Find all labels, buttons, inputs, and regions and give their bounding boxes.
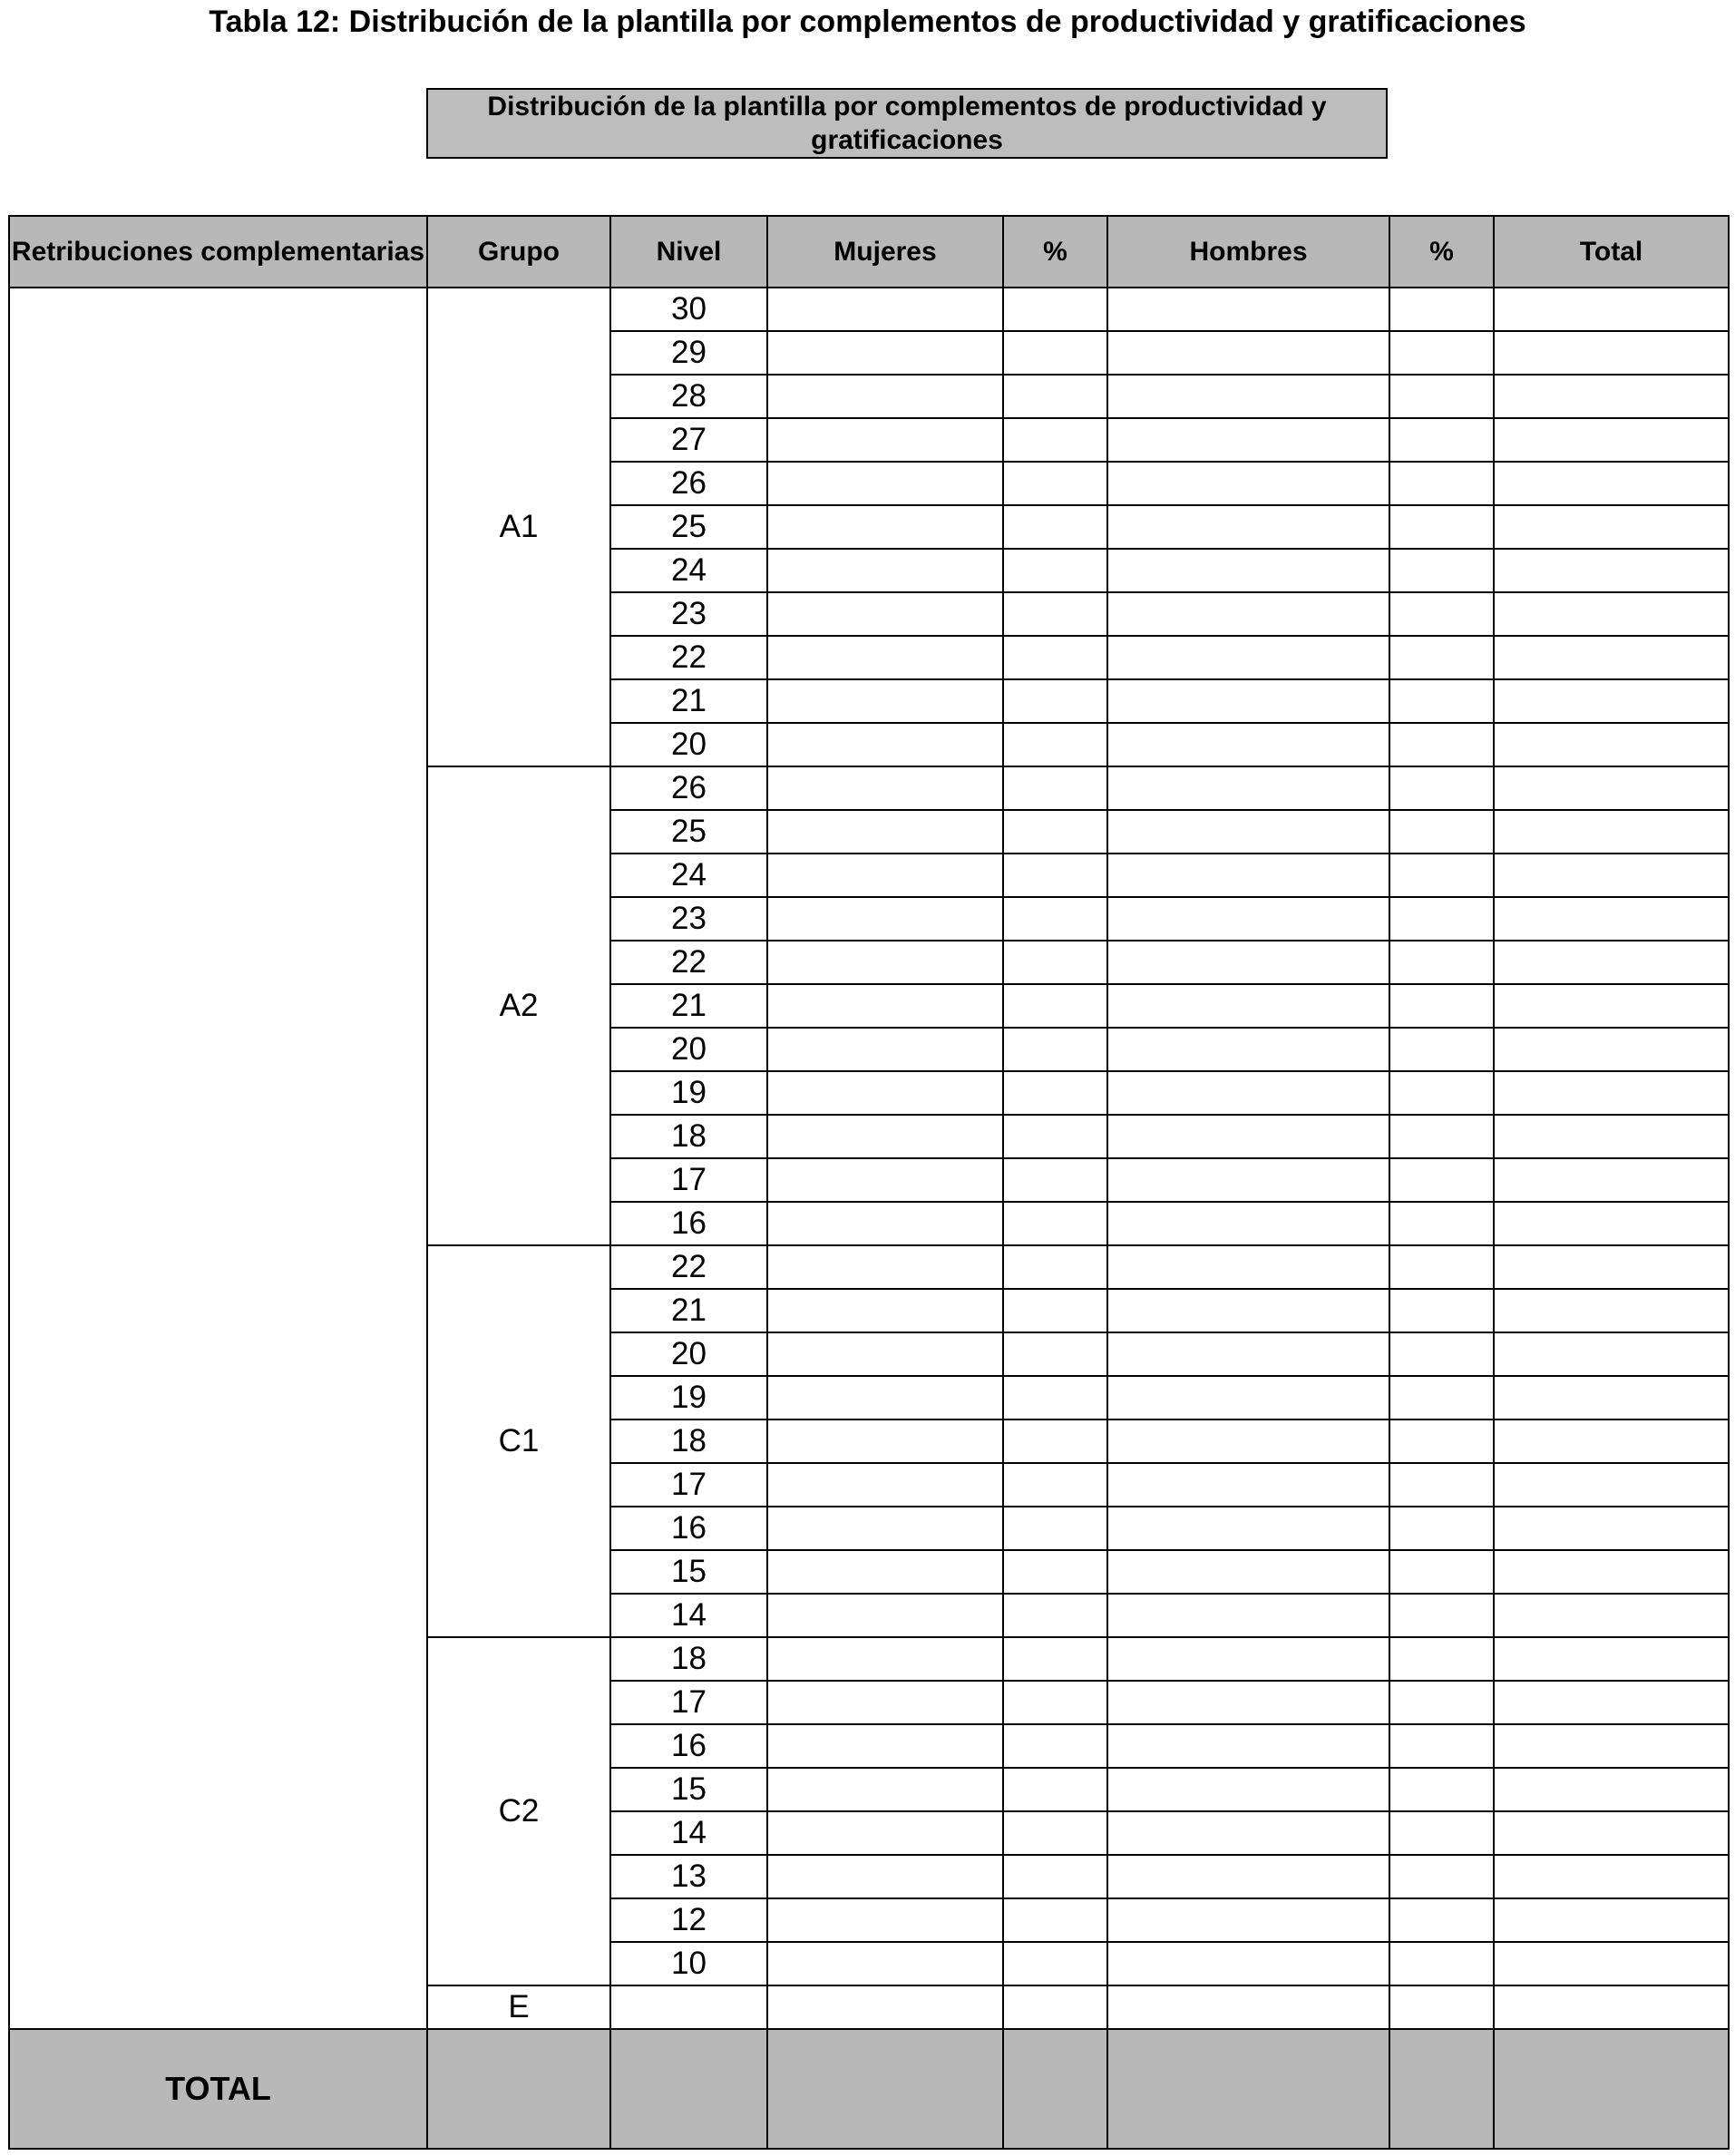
- header-hombres: Hombres: [1107, 216, 1389, 288]
- hombres-cell: [1107, 1071, 1389, 1115]
- hombres-cell: [1107, 1811, 1389, 1855]
- mujeres-percent-cell: [1003, 766, 1107, 810]
- mujeres-cell: [767, 375, 1003, 418]
- hombres-cell: [1107, 1724, 1389, 1768]
- total-cell: [1494, 1855, 1729, 1898]
- nivel-cell: 25: [610, 810, 767, 854]
- hombres-percent-cell: [1389, 636, 1494, 679]
- mujeres-percent-cell: [1003, 1289, 1107, 1332]
- mujeres-cell: [767, 984, 1003, 1028]
- mujeres-cell: [767, 636, 1003, 679]
- total-cell: [1494, 1637, 1729, 1681]
- header-row: [9, 216, 1729, 288]
- header-retribuciones: Retribuciones complementarias: [9, 216, 427, 288]
- hombres-cell: [1107, 592, 1389, 636]
- nivel-cell: 29: [610, 331, 767, 375]
- total-label: TOTAL: [9, 2029, 427, 2149]
- nivel-cell: 17: [610, 1681, 767, 1724]
- nivel-cell: 21: [610, 984, 767, 1028]
- total-cell: [1494, 1332, 1729, 1376]
- hombres-percent-cell: [1389, 1768, 1494, 1811]
- header-hombres-percent: %: [1389, 216, 1494, 288]
- total-cell: [1494, 1724, 1729, 1768]
- mujeres-percent-cell: [1003, 505, 1107, 549]
- mujeres-cell: [767, 1115, 1003, 1158]
- total-cell: [767, 2029, 1003, 2149]
- mujeres-cell: [767, 1158, 1003, 1202]
- nivel-cell: 17: [610, 1158, 767, 1202]
- nivel-cell: 22: [610, 636, 767, 679]
- total-cell: [1107, 2029, 1389, 2149]
- total-cell: [610, 2029, 767, 2149]
- mujeres-cell: [767, 1811, 1003, 1855]
- mujeres-percent-cell: [1003, 1898, 1107, 1942]
- nivel-cell: 15: [610, 1768, 767, 1811]
- total-cell: [1494, 1028, 1729, 1071]
- hombres-percent-cell: [1389, 1985, 1494, 2029]
- mujeres-percent-cell: [1003, 854, 1107, 897]
- total-cell: [1494, 505, 1729, 549]
- hombres-cell: [1107, 1550, 1389, 1594]
- nivel-cell: 20: [610, 723, 767, 766]
- hombres-percent-cell: [1389, 984, 1494, 1028]
- mujeres-percent-cell: [1003, 1245, 1107, 1289]
- hombres-cell: [1107, 418, 1389, 462]
- hombres-cell: [1107, 1419, 1389, 1463]
- total-cell: [1494, 1768, 1729, 1811]
- hombres-percent-cell: [1389, 1942, 1494, 1985]
- mujeres-percent-cell: [1003, 331, 1107, 375]
- total-cell: [1494, 1202, 1729, 1245]
- hombres-cell: [1107, 1942, 1389, 1985]
- total-cell: [1494, 2029, 1729, 2149]
- mujeres-cell: [767, 1419, 1003, 1463]
- mujeres-percent-cell: [1003, 1811, 1107, 1855]
- grupo-cell: A2: [427, 766, 610, 1245]
- hombres-cell: [1107, 1507, 1389, 1550]
- mujeres-percent-cell: [1003, 288, 1107, 331]
- mujeres-percent-cell: [1003, 1463, 1107, 1507]
- hombres-percent-cell: [1389, 1376, 1494, 1419]
- hombres-cell: [1107, 1637, 1389, 1681]
- hombres-percent-cell: [1389, 1811, 1494, 1855]
- total-cell: [427, 2029, 610, 2149]
- mujeres-cell: [767, 1028, 1003, 1071]
- mujeres-cell: [767, 592, 1003, 636]
- nivel-cell: 26: [610, 462, 767, 505]
- hombres-cell: [1107, 1376, 1389, 1419]
- hombres-percent-cell: [1389, 1245, 1494, 1289]
- header-total: Total: [1494, 216, 1729, 288]
- hombres-cell: [1107, 941, 1389, 984]
- hombres-percent-cell: [1389, 505, 1494, 549]
- nivel-cell: 12: [610, 1898, 767, 1942]
- mujeres-percent-cell: [1003, 941, 1107, 984]
- hombres-percent-cell: [1389, 1332, 1494, 1376]
- grupo-cell: C1: [427, 1245, 610, 1637]
- mujeres-cell: [767, 1724, 1003, 1768]
- hombres-cell: [1107, 375, 1389, 418]
- mujeres-percent-cell: [1003, 375, 1107, 418]
- hombres-cell: [1107, 1594, 1389, 1637]
- hombres-percent-cell: [1389, 331, 1494, 375]
- mujeres-cell: [767, 1289, 1003, 1332]
- retribuciones-cell: [9, 288, 427, 2029]
- total-cell: [1494, 462, 1729, 505]
- mujeres-percent-cell: [1003, 1419, 1107, 1463]
- total-cell: [1494, 1463, 1729, 1507]
- distribution-table: [8, 215, 1730, 2150]
- nivel-cell: 13: [610, 1855, 767, 1898]
- hombres-percent-cell: [1389, 549, 1494, 592]
- mujeres-cell: [767, 331, 1003, 375]
- mujeres-cell: [767, 679, 1003, 723]
- total-cell: [1494, 549, 1729, 592]
- nivel-cell: 18: [610, 1419, 767, 1463]
- mujeres-cell: [767, 897, 1003, 941]
- mujeres-cell: [767, 1550, 1003, 1594]
- hombres-cell: [1107, 1681, 1389, 1724]
- hombres-cell: [1107, 1245, 1389, 1289]
- total-cell: [1494, 1289, 1729, 1332]
- total-cell: [1003, 2029, 1107, 2149]
- mujeres-percent-cell: [1003, 592, 1107, 636]
- mujeres-percent-cell: [1003, 1115, 1107, 1158]
- mujeres-cell: [767, 1071, 1003, 1115]
- total-cell: [1494, 1071, 1729, 1115]
- mujeres-percent-cell: [1003, 418, 1107, 462]
- hombres-cell: [1107, 897, 1389, 941]
- header-nivel: Nivel: [610, 216, 767, 288]
- mujeres-cell: [767, 941, 1003, 984]
- nivel-cell: [610, 1985, 767, 2029]
- table-row: [9, 288, 1729, 331]
- total-cell: [1494, 1898, 1729, 1942]
- mujeres-percent-cell: [1003, 984, 1107, 1028]
- mujeres-percent-cell: [1003, 1507, 1107, 1550]
- hombres-percent-cell: [1389, 897, 1494, 941]
- total-cell: [1494, 766, 1729, 810]
- nivel-cell: 25: [610, 505, 767, 549]
- total-cell: [1494, 723, 1729, 766]
- mujeres-cell: [767, 1985, 1003, 2029]
- hombres-percent-cell: [1389, 1724, 1494, 1768]
- mujeres-cell: [767, 810, 1003, 854]
- hombres-percent-cell: [1389, 1898, 1494, 1942]
- mujeres-cell: [767, 1332, 1003, 1376]
- nivel-cell: 18: [610, 1115, 767, 1158]
- mujeres-percent-cell: [1003, 1768, 1107, 1811]
- total-cell: [1494, 418, 1729, 462]
- nivel-cell: 16: [610, 1724, 767, 1768]
- nivel-cell: 20: [610, 1332, 767, 1376]
- hombres-percent-cell: [1389, 1419, 1494, 1463]
- total-row: [9, 2029, 1729, 2149]
- nivel-cell: 27: [610, 418, 767, 462]
- nivel-cell: 19: [610, 1376, 767, 1419]
- mujeres-percent-cell: [1003, 636, 1107, 679]
- total-cell: [1494, 636, 1729, 679]
- total-cell: [1494, 331, 1729, 375]
- mujeres-cell: [767, 1637, 1003, 1681]
- hombres-cell: [1107, 1898, 1389, 1942]
- hombres-percent-cell: [1389, 679, 1494, 723]
- mujeres-percent-cell: [1003, 1028, 1107, 1071]
- hombres-cell: [1107, 505, 1389, 549]
- mujeres-cell: [767, 723, 1003, 766]
- total-cell: [1494, 288, 1729, 331]
- nivel-cell: 23: [610, 592, 767, 636]
- hombres-cell: [1107, 679, 1389, 723]
- hombres-cell: [1107, 1985, 1389, 2029]
- hombres-cell: [1107, 766, 1389, 810]
- hombres-cell: [1107, 1332, 1389, 1376]
- total-cell: [1494, 854, 1729, 897]
- total-cell: [1494, 1158, 1729, 1202]
- mujeres-percent-cell: [1003, 1724, 1107, 1768]
- nivel-cell: 30: [610, 288, 767, 331]
- total-cell: [1494, 810, 1729, 854]
- total-cell: [1494, 1419, 1729, 1463]
- nivel-cell: 26: [610, 766, 767, 810]
- mujeres-cell: [767, 1898, 1003, 1942]
- total-cell: [1389, 2029, 1494, 2149]
- page-title: Tabla 12: Distribución de la plantilla por complementos de productividad y gratificaciones: [209, 5, 1526, 39]
- hombres-percent-cell: [1389, 418, 1494, 462]
- hombres-cell: [1107, 1463, 1389, 1507]
- mujeres-cell: [767, 505, 1003, 549]
- mujeres-percent-cell: [1003, 462, 1107, 505]
- mujeres-percent-cell: [1003, 897, 1107, 941]
- grupo-cell: A1: [427, 288, 610, 766]
- total-cell: [1494, 1681, 1729, 1724]
- hombres-cell: [1107, 810, 1389, 854]
- grupo-cell: E: [427, 1985, 610, 2029]
- mujeres-cell: [767, 1202, 1003, 1245]
- header-grupo: Grupo: [427, 216, 610, 288]
- mujeres-cell: [767, 549, 1003, 592]
- mujeres-cell: [767, 1594, 1003, 1637]
- mujeres-percent-cell: [1003, 1637, 1107, 1681]
- total-cell: [1494, 941, 1729, 984]
- table-body: [9, 288, 1729, 2029]
- mujeres-percent-cell: [1003, 1594, 1107, 1637]
- mujeres-cell: [767, 1463, 1003, 1507]
- total-cell: [1494, 375, 1729, 418]
- header-mujeres-percent: %: [1003, 216, 1107, 288]
- nivel-cell: 21: [610, 679, 767, 723]
- mujeres-cell: [767, 418, 1003, 462]
- hombres-percent-cell: [1389, 1289, 1494, 1332]
- hombres-cell: [1107, 1158, 1389, 1202]
- hombres-cell: [1107, 288, 1389, 331]
- mujeres-percent-cell: [1003, 1855, 1107, 1898]
- hombres-percent-cell: [1389, 462, 1494, 505]
- hombres-percent-cell: [1389, 375, 1494, 418]
- hombres-cell: [1107, 636, 1389, 679]
- mujeres-percent-cell: [1003, 679, 1107, 723]
- hombres-percent-cell: [1389, 1158, 1494, 1202]
- hombres-cell: [1107, 1768, 1389, 1811]
- hombres-percent-cell: [1389, 1071, 1494, 1115]
- hombres-cell: [1107, 331, 1389, 375]
- nivel-cell: 14: [610, 1811, 767, 1855]
- mujeres-cell: [767, 1376, 1003, 1419]
- mujeres-percent-cell: [1003, 1942, 1107, 1985]
- hombres-percent-cell: [1389, 1681, 1494, 1724]
- hombres-percent-cell: [1389, 1507, 1494, 1550]
- hombres-percent-cell: [1389, 1202, 1494, 1245]
- mujeres-cell: [767, 1507, 1003, 1550]
- hombres-cell: [1107, 1289, 1389, 1332]
- grupo-cell: C2: [427, 1637, 610, 1985]
- hombres-cell: [1107, 1202, 1389, 1245]
- total-cell: [1494, 1942, 1729, 1985]
- mujeres-cell: [767, 288, 1003, 331]
- table-caption: Distribución de la plantilla por complementos de productividad y gratificaciones: [426, 88, 1388, 159]
- hombres-cell: [1107, 1115, 1389, 1158]
- nivel-cell: 21: [610, 1289, 767, 1332]
- hombres-percent-cell: [1389, 766, 1494, 810]
- mujeres-cell: [767, 462, 1003, 505]
- mujeres-percent-cell: [1003, 549, 1107, 592]
- hombres-cell: [1107, 854, 1389, 897]
- total-cell: [1494, 592, 1729, 636]
- total-cell: [1494, 679, 1729, 723]
- total-cell: [1494, 1376, 1729, 1419]
- nivel-cell: 20: [610, 1028, 767, 1071]
- total-cell: [1494, 1594, 1729, 1637]
- hombres-percent-cell: [1389, 810, 1494, 854]
- mujeres-percent-cell: [1003, 1071, 1107, 1115]
- nivel-cell: 22: [610, 941, 767, 984]
- mujeres-percent-cell: [1003, 1681, 1107, 1724]
- mujeres-percent-cell: [1003, 1158, 1107, 1202]
- nivel-cell: 23: [610, 897, 767, 941]
- mujeres-cell: [767, 1768, 1003, 1811]
- total-cell: [1494, 1245, 1729, 1289]
- hombres-percent-cell: [1389, 1637, 1494, 1681]
- mujeres-percent-cell: [1003, 1332, 1107, 1376]
- mujeres-cell: [767, 1855, 1003, 1898]
- hombres-percent-cell: [1389, 941, 1494, 984]
- total-cell: [1494, 897, 1729, 941]
- mujeres-cell: [767, 1245, 1003, 1289]
- mujeres-percent-cell: [1003, 1550, 1107, 1594]
- nivel-cell: 24: [610, 854, 767, 897]
- nivel-cell: 18: [610, 1637, 767, 1681]
- hombres-cell: [1107, 462, 1389, 505]
- mujeres-cell: [767, 1942, 1003, 1985]
- total-cell: [1494, 984, 1729, 1028]
- header-mujeres: Mujeres: [767, 216, 1003, 288]
- mujeres-percent-cell: [1003, 1985, 1107, 2029]
- hombres-percent-cell: [1389, 854, 1494, 897]
- total-cell: [1494, 1985, 1729, 2029]
- total-cell: [1494, 1811, 1729, 1855]
- mujeres-cell: [767, 854, 1003, 897]
- hombres-percent-cell: [1389, 1855, 1494, 1898]
- hombres-cell: [1107, 984, 1389, 1028]
- mujeres-percent-cell: [1003, 1376, 1107, 1419]
- nivel-cell: 16: [610, 1202, 767, 1245]
- nivel-cell: 16: [610, 1507, 767, 1550]
- hombres-percent-cell: [1389, 1115, 1494, 1158]
- hombres-percent-cell: [1389, 1594, 1494, 1637]
- hombres-cell: [1107, 723, 1389, 766]
- mujeres-percent-cell: [1003, 810, 1107, 854]
- total-cell: [1494, 1115, 1729, 1158]
- hombres-percent-cell: [1389, 723, 1494, 766]
- hombres-percent-cell: [1389, 1463, 1494, 1507]
- nivel-cell: 19: [610, 1071, 767, 1115]
- nivel-cell: 15: [610, 1550, 767, 1594]
- hombres-percent-cell: [1389, 592, 1494, 636]
- hombres-cell: [1107, 1855, 1389, 1898]
- nivel-cell: 14: [610, 1594, 767, 1637]
- mujeres-percent-cell: [1003, 1202, 1107, 1245]
- mujeres-cell: [767, 766, 1003, 810]
- nivel-cell: 17: [610, 1463, 767, 1507]
- hombres-percent-cell: [1389, 1028, 1494, 1071]
- mujeres-cell: [767, 1681, 1003, 1724]
- mujeres-percent-cell: [1003, 723, 1107, 766]
- nivel-cell: 10: [610, 1942, 767, 1985]
- hombres-cell: [1107, 549, 1389, 592]
- hombres-cell: [1107, 1028, 1389, 1071]
- nivel-cell: 28: [610, 375, 767, 418]
- nivel-cell: 24: [610, 549, 767, 592]
- total-cell: [1494, 1550, 1729, 1594]
- hombres-percent-cell: [1389, 1550, 1494, 1594]
- total-cell: [1494, 1507, 1729, 1550]
- hombres-percent-cell: [1389, 288, 1494, 331]
- nivel-cell: 22: [610, 1245, 767, 1289]
